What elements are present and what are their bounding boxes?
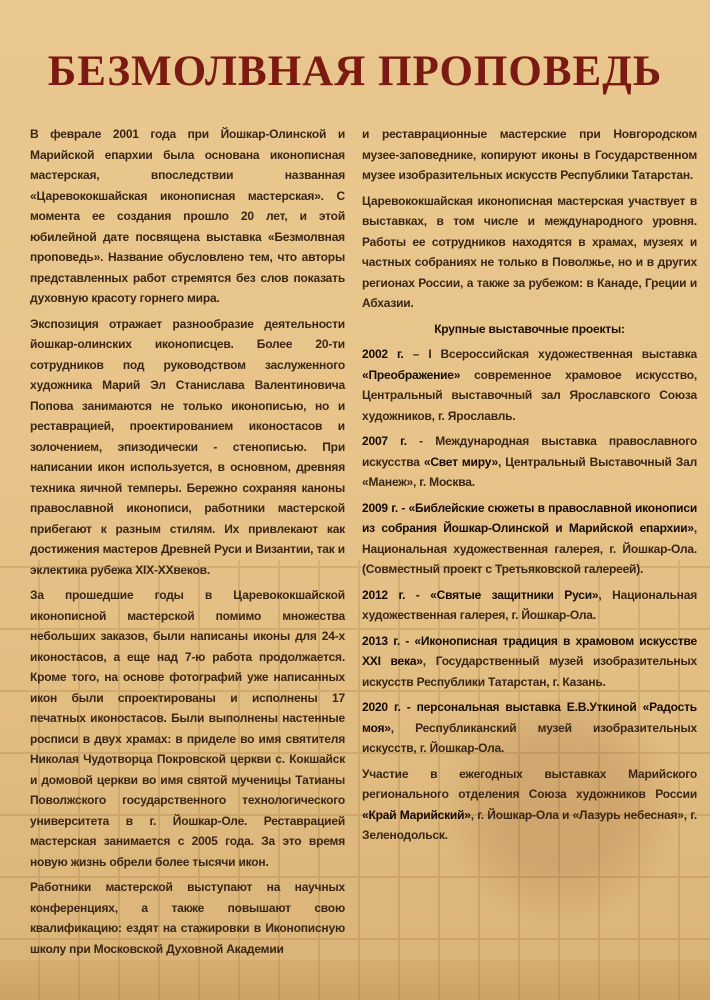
paragraph: и реставрационные мастерские при Новгородском музее-заповеднике, копируют иконы в Государственном музее изобразительных искусств Республики Татарстан. bbox=[362, 127, 697, 182]
project-item bbox=[362, 431, 697, 493]
paragraph: За прошедшие годы в Царевококшайской иконописной мастерской помимо множества небольших заказов, были написаны иконы для 24-х иконостасов, а еще над 7-ю работа продолжается. Кроме того, на основе фотографий уже написанных икон были спроектированы и исполнены 17 печатных иконостасов. Были выполнены настенные росписи в двух храмах: в приделе во имя святителя Николая Чудотворца Покровской церкви с. Кокшайск и домовой церкви во имя святой мученицы Татианы Поволжского государственного технологического университета в г. Йошкар-Оле. Реставрацией мастерская занимается с 2005 года. За это время новую жизнь обрели более тысячи икон. bbox=[30, 588, 345, 869]
project-highlight: «Преображение» bbox=[362, 367, 461, 382]
project-highlight: «Край Марийский» bbox=[362, 807, 471, 822]
project-item bbox=[362, 697, 697, 759]
project-highlight: 2013 г. - «Иконописная традиция в храмовом искусстве XXI века» bbox=[362, 633, 697, 668]
project-text: Участие в ежегодных выставках Марийского регионального отделения Союза художников России bbox=[362, 766, 697, 801]
poster-title: БЕЗМОЛВНАЯ ПРОПОВЕДЬ bbox=[47, 48, 663, 95]
project-text: - Международная выставка православного искусства bbox=[362, 434, 697, 469]
project-text: , г. Йошкар-Ола и «Лазурь небесная», г. Зеленодольск. bbox=[362, 807, 697, 842]
background-bottom-band bbox=[0, 960, 710, 1000]
project-text: , Национальная художественная галерея, г. Йошкар-Ола. (Совместный проект с Третьяковской галереей). bbox=[362, 521, 697, 576]
project-item bbox=[362, 764, 697, 846]
project-highlight: «Свет миру» bbox=[423, 454, 498, 469]
project-text: , Республиканский музей изобразительных искусств, г. Йошкар-Ола. bbox=[362, 720, 697, 755]
project-highlight: 2020 г. - персональная выставка Е.В.Уткиной «Радость моя» bbox=[362, 700, 697, 735]
paragraph: В феврале 2001 года при Йошкар-Олинской и Марийской епархии была основана иконописная мастерская, впоследствии названная «Царевококшайская иконописная мастерская». С момента ее создания прошло 20 лет, и этой юбилейной дате посвящена выставка «Безмолвная проповедь». Название обусловлено тем, что авторы представленных работ стремятся без слов показать духовную красоту горнего мира. bbox=[30, 127, 345, 305]
projects-heading: Крупные выставочные проекты: bbox=[434, 321, 625, 336]
paragraph: Царевококшайская иконописная мастерская участвует в выставках, в том числе и международного уровня. Работы ее сотрудников находятся в храмах, музеях и частных собраниях не только в Поволжье, но и в других регионах России, а также за рубежом: в Канаде, Греции и Абхазии. bbox=[362, 193, 697, 310]
project-text: , Центральный Выставочный Зал «Манеж», г. Москва. bbox=[362, 454, 697, 489]
right-paragraphs bbox=[362, 124, 697, 314]
left-column bbox=[30, 124, 345, 964]
title-container bbox=[0, 44, 710, 100]
project-text: – I Всероссийская художественная выставка bbox=[403, 347, 697, 361]
project-highlight: 2012 г. - «Святые защитники Руси» bbox=[362, 587, 599, 602]
right-column bbox=[362, 124, 697, 851]
project-item bbox=[362, 631, 697, 693]
project-item bbox=[362, 585, 697, 626]
project-text: , Государственный музей изобразительных искусств Республики Татарстан, г. Казань. bbox=[362, 654, 697, 689]
project-text: , Национальная художественная галерея, г. Йошкар-Ола. bbox=[362, 587, 697, 622]
projects-list bbox=[362, 344, 697, 846]
paragraph: Экспозиция отражает разнообразие деятельности йошкар-олинских иконописцев. Более 20-ти сотрудников под руководством заслуженного художника Марий Эл Станислава Валентиновича Попова занимаются не только иконописью, но и реставрацией, проектированием иконостасов и золочением, эпизодически - стенописью. При написании икон используется, в основном, древняя техника яичной темперы. Бережно сохраняя каноны православной иконописи, работники мастерской прибегают к разным стилям. Их привлекают как достижения мастеров Древней Руси и Византии, так и эклектика рубежа XIX-XXвеков. bbox=[30, 316, 345, 577]
paragraph: Работники мастерской выступают на научных конференциях, а также повышают свою квалификацию: ездят на стажировки в Иконописную школу при Московской Духовной Академии bbox=[30, 880, 345, 956]
project-highlight: 2007 г. bbox=[362, 434, 407, 448]
project-highlight: 2002 г. bbox=[362, 347, 404, 361]
project-item bbox=[362, 344, 697, 426]
project-text: современное храмовое искусство, Центральный выставочный зал Ярославского Союза художников, г. Ярославль. bbox=[362, 367, 697, 423]
project-item bbox=[362, 498, 697, 580]
project-highlight: 2009 г. - «Библейские сюжеты в православной иконописи из собрания Йошкар-Олинской и Марийской епархии» bbox=[362, 500, 697, 535]
